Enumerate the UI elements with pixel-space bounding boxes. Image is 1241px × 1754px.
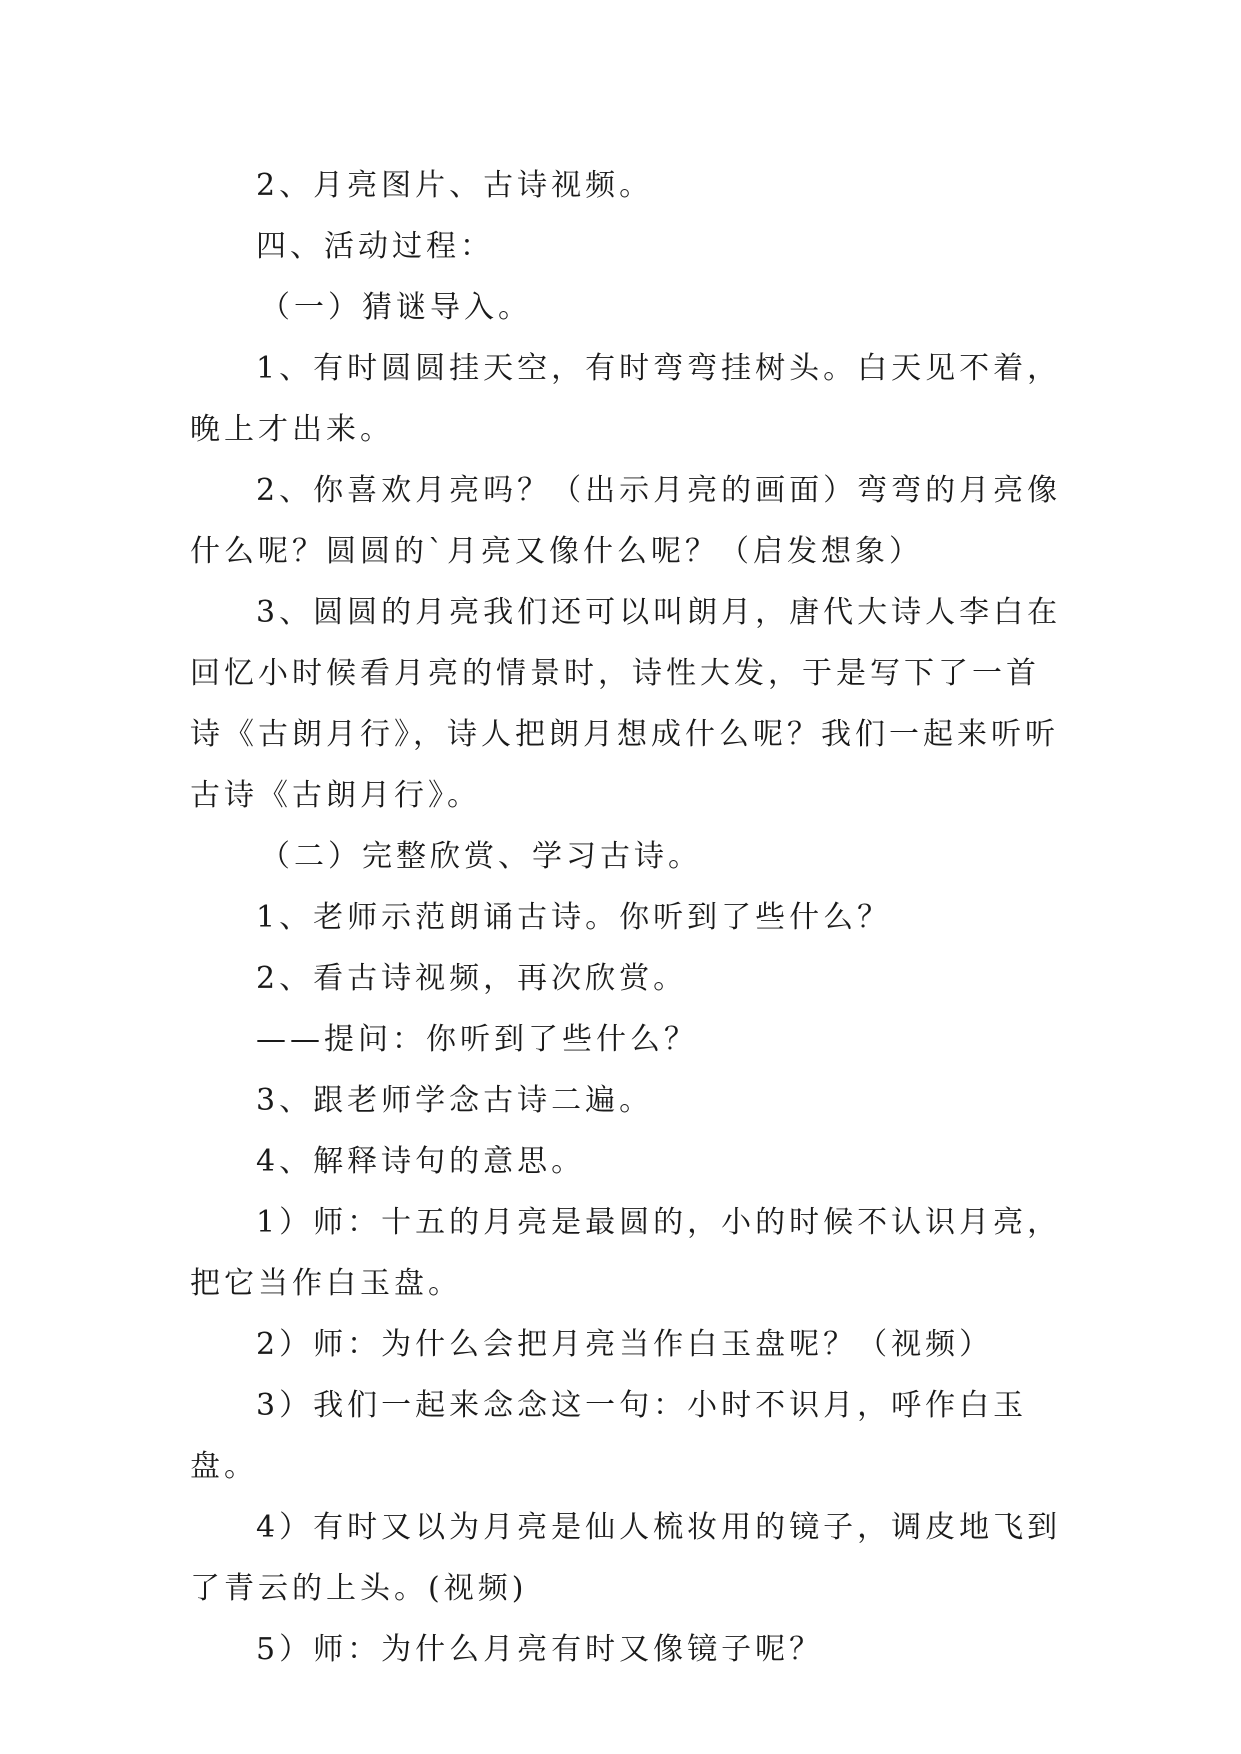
paragraph: ——提问：你听到了些什么？ — [256, 1022, 698, 1057]
paragraph: 2）师：为什么会把月亮当作白玉盘呢？（视频） — [256, 1327, 994, 1362]
paragraph: 2、你喜欢月亮吗？（出示月亮的画面）弯弯的月亮像什么呢？圆圆的`月亮又像什么呢？（启发想象） — [190, 473, 1062, 569]
paragraph: 4）有时又以为月亮是仙人梳妆用的镜子，调皮地飞到了青云的上头。(视频) — [190, 1510, 1062, 1606]
paragraph: 2、看古诗视频，再次欣赏。 — [256, 961, 688, 996]
paragraph: 1、老师示范朗诵古诗。你听到了些什么？ — [256, 900, 892, 935]
paragraph: 3、跟老师学念古诗二遍。 — [256, 1083, 654, 1118]
paragraph: 5）师：为什么月亮有时又像镜子呢？ — [256, 1632, 824, 1667]
paragraph: 3、圆圆的月亮我们还可以叫朗月，唐代大诗人李白在回忆小时候看月亮的情景时，诗性大发，于是写下了一首诗《古朗月行》，诗人把朗月想成什么呢？我们一起来听听古诗《古朗月行》。 — [190, 595, 1062, 813]
paragraph: 2、月亮图片、古诗视频。 — [256, 168, 654, 203]
subsection-heading: （二）完整欣赏、学习古诗。 — [260, 839, 702, 874]
subsection-heading: （一）猜谜导入。 — [260, 290, 532, 325]
section-heading: 四、活动过程： — [256, 229, 494, 264]
document-body — [190, 155, 1070, 1680]
paragraph: 4、解释诗句的意思。 — [256, 1144, 586, 1179]
paragraph: 1、有时圆圆挂天空，有时弯弯挂树头。白天见不着，晚上才出来。 — [190, 351, 1062, 447]
paragraph: 3）我们一起来念念这一句：小时不识月，呼作白玉盘。 — [190, 1388, 1028, 1484]
paragraph: 1）师：十五的月亮是最圆的，小的时候不认识月亮，把它当作白玉盘。 — [190, 1205, 1062, 1301]
